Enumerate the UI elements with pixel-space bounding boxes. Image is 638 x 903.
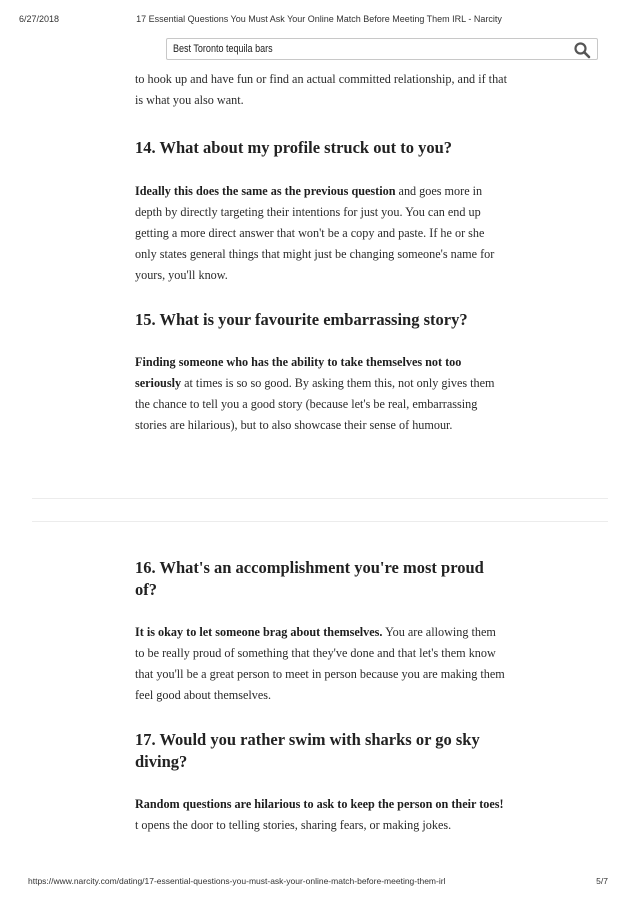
page-number: 5/7 — [596, 876, 608, 886]
question-16-text: You are allowing them to be really proud of something that they've done and that let's them know that you'll be a great person to meet in person because you are making them feel good about themselves. — [135, 625, 505, 702]
print-page-title: 17 Essential Questions You Must Ask Your Online Match Before Meeting Them IRL - Narcity — [136, 14, 502, 24]
question-14-heading: 14. What about my profile struck out to you? — [135, 138, 453, 157]
question-17-heading: 17. Would you rather swim with sharks or go sky diving? — [135, 730, 480, 771]
question-15-text: at times is so so good. By asking them this, not only gives them the chance to tell you a good story (because let's be real, embarrassing stories are hilarious), but to also showcase their sense of humour. — [135, 376, 495, 432]
section-divider-bottom — [32, 521, 608, 522]
question-16-paragraph — [135, 622, 507, 706]
section-divider-top — [32, 498, 608, 499]
clipped-text-line — [135, 58, 507, 67]
print-date: 6/27/2018 — [19, 14, 60, 24]
question-15-paragraph — [135, 352, 507, 436]
search-icon[interactable] — [573, 41, 591, 59]
question-14-paragraph — [135, 181, 507, 286]
question-14-lead: Ideally this does the same as the previous question — [135, 184, 396, 198]
question-15-heading: 15. What is your favourite embarrassing story? — [135, 310, 468, 329]
footer-url: https://www.narcity.com/dating/17-essential-questions-you-must-ask-your-online-match-before-meeting-them-irl — [28, 876, 446, 886]
question-17-paragraph — [135, 794, 507, 836]
question-14-text: and goes more in depth by directly targeting their intentions for just you. You can end up getting a more direct answer that won't be a copy and paste. If he or she only states general things that might just be changing someone's name for yours, you'll know. — [135, 184, 495, 282]
question-15-lead: Finding someone who has the ability to take themselves not too seriously — [135, 355, 462, 390]
question-16-heading: 16. What's an accomplishment you're most proud of? — [135, 558, 484, 599]
intro-paragraph: to hook up and have fun or find an actual committed relationship, and if that is what you also want. — [135, 72, 507, 107]
question-17-text: t opens the door to telling stories, sharing fears, or making jokes. — [135, 818, 452, 832]
question-17-lead: Random questions are hilarious to ask to keep the person on their toes! — [135, 797, 504, 811]
search-bar[interactable] — [166, 38, 598, 60]
search-input[interactable]: Best Toronto tequila bars — [173, 43, 273, 55]
question-16-lead: It is okay to let someone brag about themselves. — [135, 625, 383, 639]
